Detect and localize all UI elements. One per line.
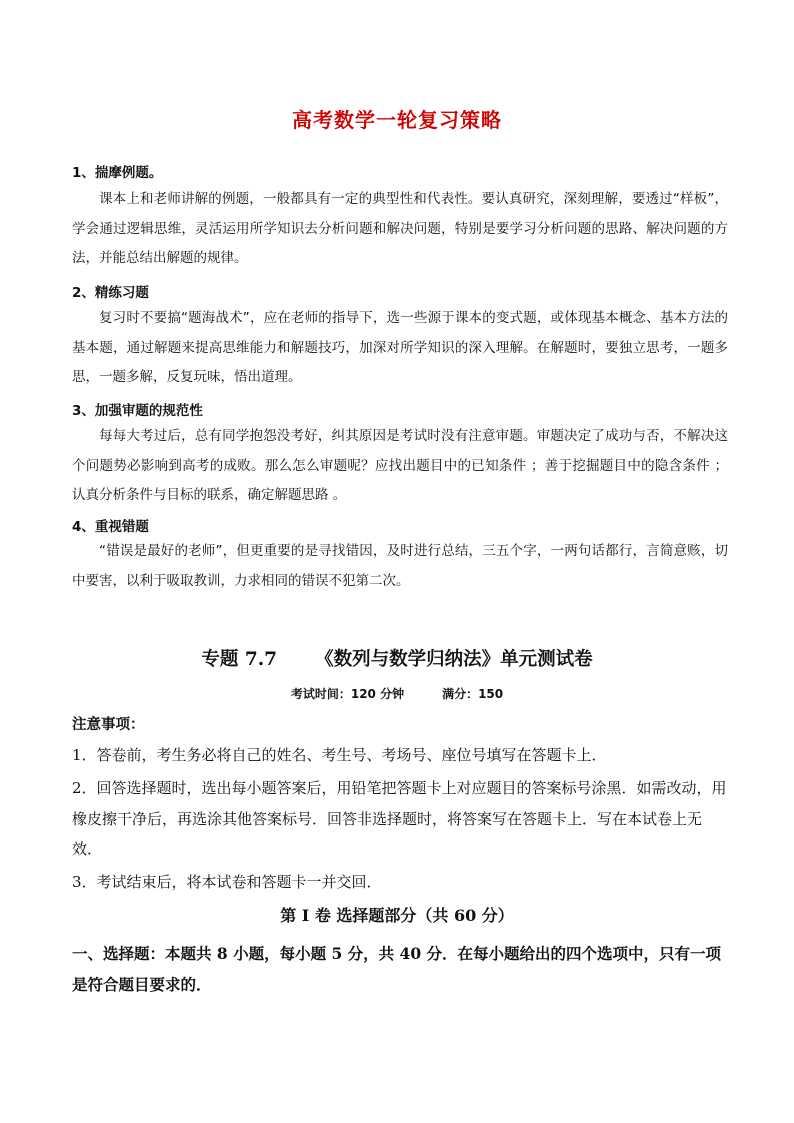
- section-body-3: 每每大考过后，总有同学抱怨没考好，纠其原因是考试时没有注意审题。审题决定了成功与否，不解决这个问题势必影响到高考的成败。那么怎么审题呢？应找出题目中的已知条件 ；善于挖掘题目中的隐含条件 ；认真分析条件与目标的联系，确定解题思路 。: [72, 428, 728, 503]
- exam-meta: [0, 685, 794, 702]
- notice-item-3: 3．考试结束后，将本试卷和答题卡一并交回．: [72, 873, 382, 891]
- exam-title: [0, 645, 794, 671]
- section-body-1: 课本上和老师讲解的例题，一般都具有一定的典型性和代表性。要认真研究，深刻理解，要透过“样板”，学会通过逻辑思维，灵活运用所学知识去分析问题和解决问题，特别是要学习分析问题的思路、解决问题的方法，并能总结出解题的规律。: [72, 191, 728, 266]
- exam-topic-name: 《数列与数学归纳法》单元测试卷: [315, 649, 593, 670]
- notice-item-1: 1．答卷前，考生务必将自己的姓名、考生号、考场号、座位号填写在答题卡上．: [72, 746, 607, 764]
- section-heading-4: 4、重视错题: [72, 519, 149, 535]
- exam-topic-number: 专题 7.7: [201, 649, 278, 670]
- section-heading-1: 1、揣摩例题。: [72, 165, 163, 181]
- notice-heading: 注意事项：: [72, 717, 145, 733]
- section-heading-2: 2、精练习题: [72, 285, 149, 301]
- exam-score: 满分：150: [442, 687, 504, 701]
- section-body-4: “错误是最好的老师”，但更重要的是寻找错因，及时进行总结，三五个字，一两句话都行，言简意赅，切中要害，以利于吸取教训，力求相同的错误不犯第二次。: [72, 543, 728, 589]
- section-heading-3: 3、加强审题的规范性: [72, 403, 203, 419]
- section-body-2: 复习时不要搞“题海战术”，应在老师的指导下，选一些源于课本的变式题，或体现基本概念、基本方法的基本题，通过解题来提高思维能力和解题技巧，加深对所学知识的深入理解。在解题时，要独立思考，一题多思，一题多解，反复玩味，悟出道理。: [72, 310, 728, 385]
- main-title: 高考数学一轮复习策略: [292, 108, 502, 132]
- notice-item-2: 2．回答选择题时，选出每小题答案后，用铅笔把答题卡上对应题目的答案标号涂黑．如需改动，用橡皮擦干净后，再选涂其他答案标号．回答非选择题时，将答案写在答题卡上．写在本试卷上无效．: [72, 779, 727, 858]
- part-title: 第 I 卷 选择题部分（共 60 分）: [280, 906, 514, 925]
- choice-section-intro: 一、选择题：本题共 8 小题，每小题 5 分，共 40 分．在每小题给出的四个选项中，只有一项是符合题目要求的．: [72, 944, 722, 994]
- exam-time: 考试时间：120 分钟: [290, 687, 405, 701]
